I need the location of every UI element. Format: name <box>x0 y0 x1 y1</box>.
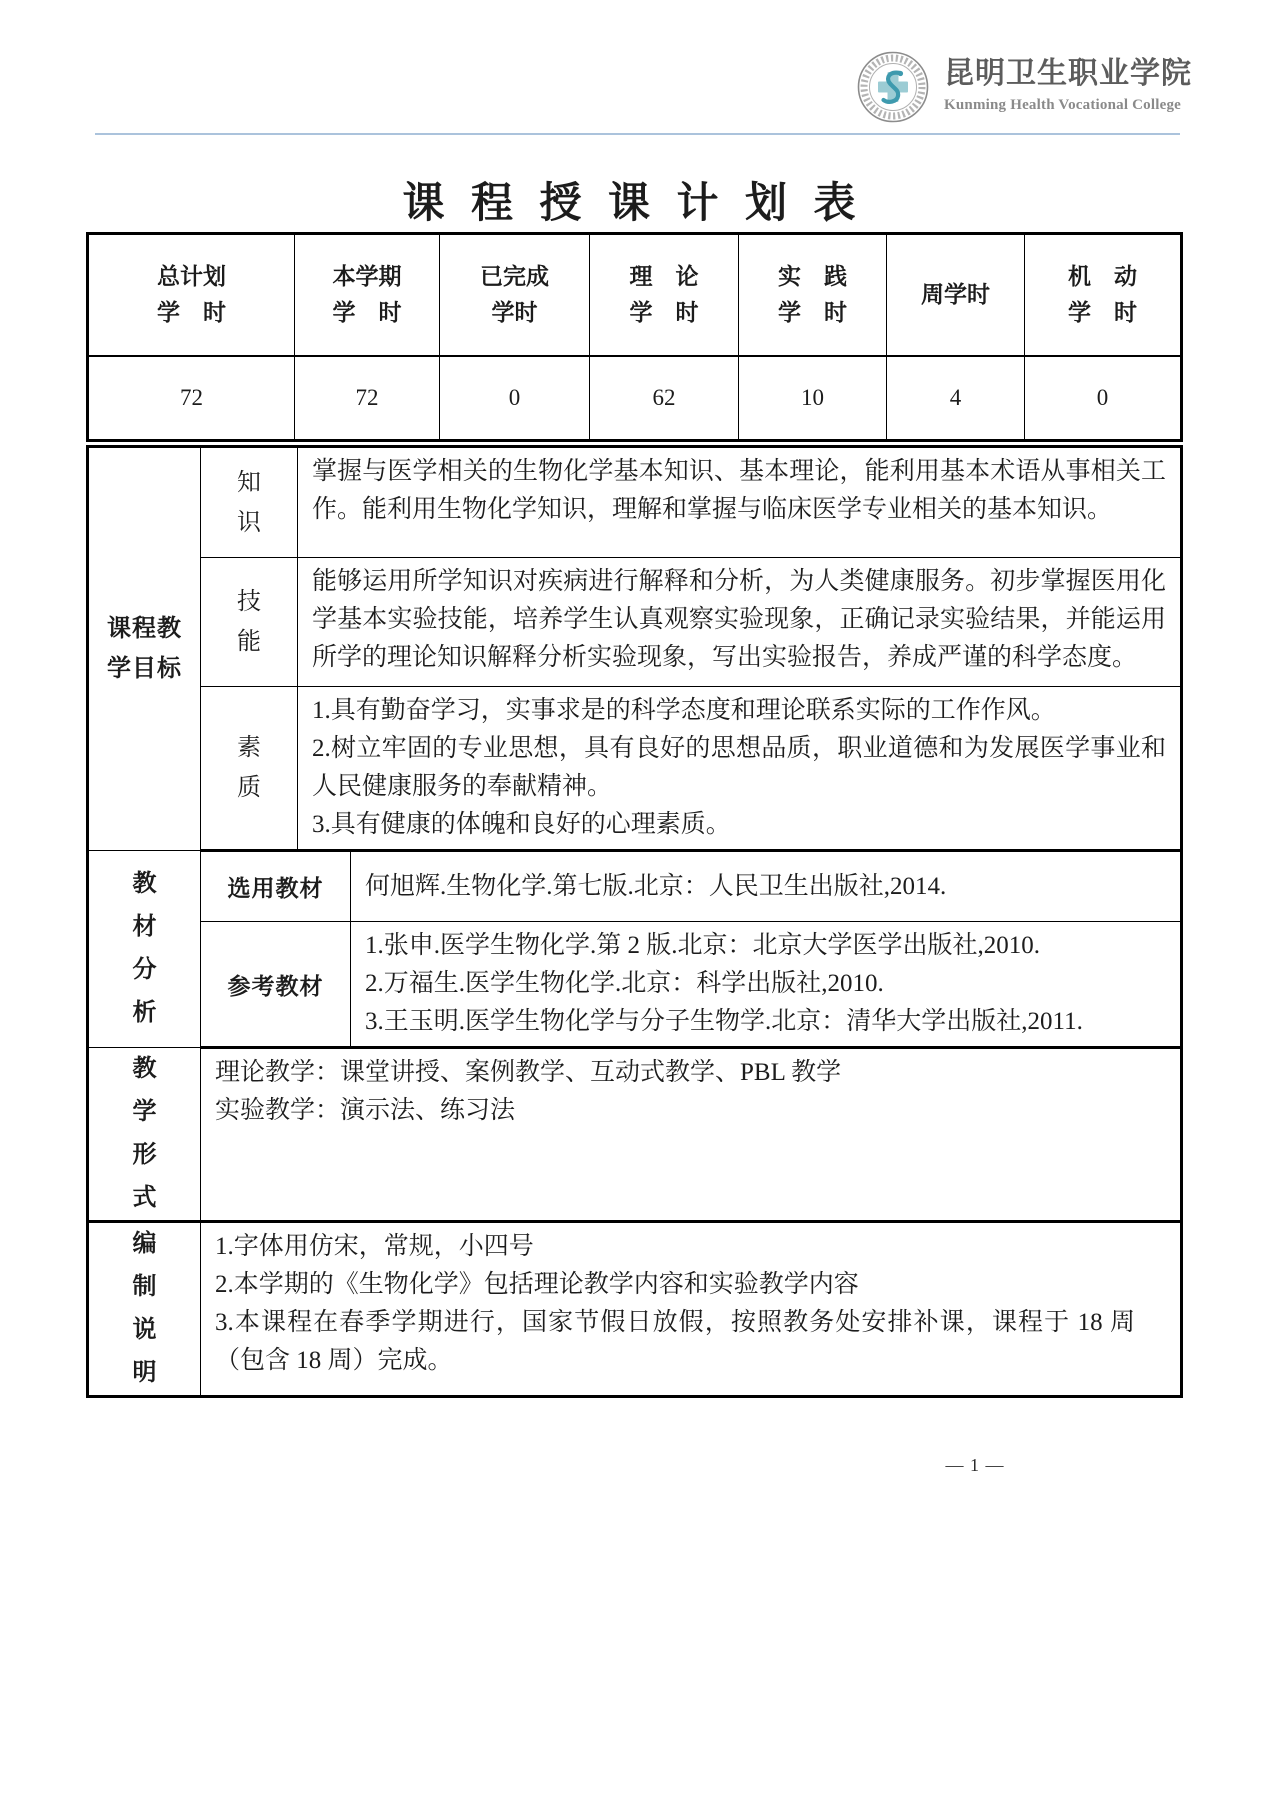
header-line: 总计划 <box>157 263 226 289</box>
skill-sublabel: 技能 <box>237 589 261 655</box>
hours-value-theory: 62 <box>590 356 739 441</box>
college-name-block <box>944 57 1204 114</box>
letterhead-divider <box>95 133 1180 135</box>
header-line: 本学期 <box>332 263 402 289</box>
teaching-form-line: 实验教学：演示法、练习法 <box>215 1097 516 1124</box>
teaching-form-label-cell <box>88 1048 201 1222</box>
hours-header-this-semester <box>295 234 440 356</box>
hours-value-flexible: 0 <box>1025 356 1182 441</box>
hours-header-practice <box>739 234 887 356</box>
hours-header-flexible <box>1025 234 1182 356</box>
reference-textbook-label-cell: 参考教材 <box>201 922 351 1048</box>
hours-value-this-semester: 72 <box>295 356 440 441</box>
teaching-form-line: 理论教学：课堂讲授、案例教学、互动式教学、PBL 教学 <box>215 1059 842 1086</box>
notes-label-cell <box>88 1222 201 1397</box>
reference-item: 1.张申.医学生物化学.第 2 版.北京：北京大学医学出版社,2010. <box>365 932 1041 959</box>
header-line: 学 时 <box>1068 299 1137 325</box>
hours-summary-table <box>86 232 1183 442</box>
reference-textbook-text-cell <box>351 922 1182 1048</box>
page-title: 课 程 授 课 计 划 表 <box>402 181 864 227</box>
college-emblem-icon <box>856 50 930 124</box>
quality-item: 1.具有勤奋学习，实事求是的科学态度和理论联系实际的工作作风。 <box>312 697 1056 724</box>
selected-textbook-label-cell: 选用教材 <box>201 851 351 922</box>
hours-header-completed <box>440 234 590 356</box>
skill-sublabel-cell <box>201 558 298 687</box>
hours-values-row <box>88 356 1182 441</box>
hours-header-theory <box>590 234 739 356</box>
notes-row <box>88 1222 1182 1397</box>
objectives-label-cell <box>88 447 201 851</box>
quality-item: 3.具有健康的体魄和良好的心理素质。 <box>312 811 731 838</box>
header-line: 机 动 <box>1068 263 1137 289</box>
objectives-label: 课程教学目标 <box>107 616 182 682</box>
knowledge-text-cell: 掌握与医学相关的生物化学基本知识、基本理论，能利用基本术语从事相关工作。能利用生物化学知识，理解和掌握与临床医学专业相关的基本知识。 <box>298 447 1182 558</box>
course-plan-table <box>86 445 1183 1398</box>
knowledge-sublabel: 知识 <box>237 469 261 536</box>
teaching-form-row <box>88 1048 1182 1222</box>
skill-text-cell: 能够运用所学知识对疾病进行解释和分析，为人类健康服务。初步掌握医用化学基本实验技能，培养学生认真观察实验现象，正确记录实验结果，并能运用所学的理论知识解释分析实验现象，写出实验报告，养成严谨的科学态度。 <box>298 558 1182 687</box>
quality-sublabel: 素质 <box>237 735 261 801</box>
note-line: 3.本课程在春季学期进行，国家节假日放假，按照教务处安排补课，课程于 18 周（包含 18 周）完成。 <box>215 1309 1135 1374</box>
header-line: 学 时 <box>778 299 847 325</box>
header-line: 学 时 <box>629 299 699 325</box>
reference-item: 2.万福生.医学生物化学.北京：科学出版社,2010. <box>365 970 884 997</box>
header-line: 已完成 <box>480 263 549 289</box>
reference-item: 3.王玉明.医学生物化学与分子生物学.北京：清华大学出版社,2011. <box>365 1008 1083 1035</box>
quality-sublabel-cell <box>201 687 298 851</box>
hours-value-weekly: 4 <box>887 356 1025 441</box>
notes-text-block <box>215 1228 1135 1380</box>
college-name-chinese: 昆明卫生职业学院 <box>944 57 1192 90</box>
header-line: 学 时 <box>332 299 402 325</box>
selected-textbook-text-cell: 何旭辉.生物化学.第七版.北京：人民卫生出版社,2014. <box>351 851 1182 922</box>
reference-textbook-row <box>88 922 1182 1048</box>
quality-row <box>88 687 1182 851</box>
notes-label: 编制说明 <box>132 1231 157 1386</box>
notes-text-cell <box>201 1222 1182 1397</box>
hours-header-row <box>88 234 1182 356</box>
knowledge-row <box>88 447 1182 558</box>
hours-value-total-plan: 72 <box>88 356 295 441</box>
hours-value-practice: 10 <box>739 356 887 441</box>
quality-text-cell <box>298 687 1182 851</box>
header-line: 理 论 <box>629 263 699 289</box>
teaching-form-text-cell <box>201 1048 1182 1222</box>
teaching-form-label: 教学形式 <box>132 1056 157 1211</box>
college-logo <box>856 50 930 129</box>
hours-value-completed: 0 <box>440 356 590 441</box>
hours-header-total-plan <box>88 234 295 356</box>
note-line: 1.字体用仿宋，常规，小四号 <box>215 1233 534 1260</box>
header-line: 周学时 <box>921 281 990 307</box>
hours-header-weekly <box>887 234 1025 356</box>
materials-label: 教材分析 <box>132 871 157 1026</box>
header-line: 实 践 <box>778 263 847 289</box>
note-line: 2.本学期的《生物化学》包括理论教学内容和实验教学内容 <box>215 1271 859 1298</box>
knowledge-sublabel-cell <box>201 447 298 558</box>
header-line: 学时 <box>491 299 538 325</box>
quality-item: 2.树立牢固的专业思想，具有良好的思想品质，职业道德和为发展医学事业和人民健康服务的奉献精神。 <box>312 735 1167 800</box>
college-name-english: Kunming Health Vocational College <box>944 97 1182 113</box>
header-line: 学 时 <box>157 299 226 325</box>
selected-textbook-row <box>88 851 1182 922</box>
skill-row <box>88 558 1182 687</box>
materials-label-cell <box>88 851 201 1048</box>
page-number: — 1 — <box>945 1455 1005 1475</box>
